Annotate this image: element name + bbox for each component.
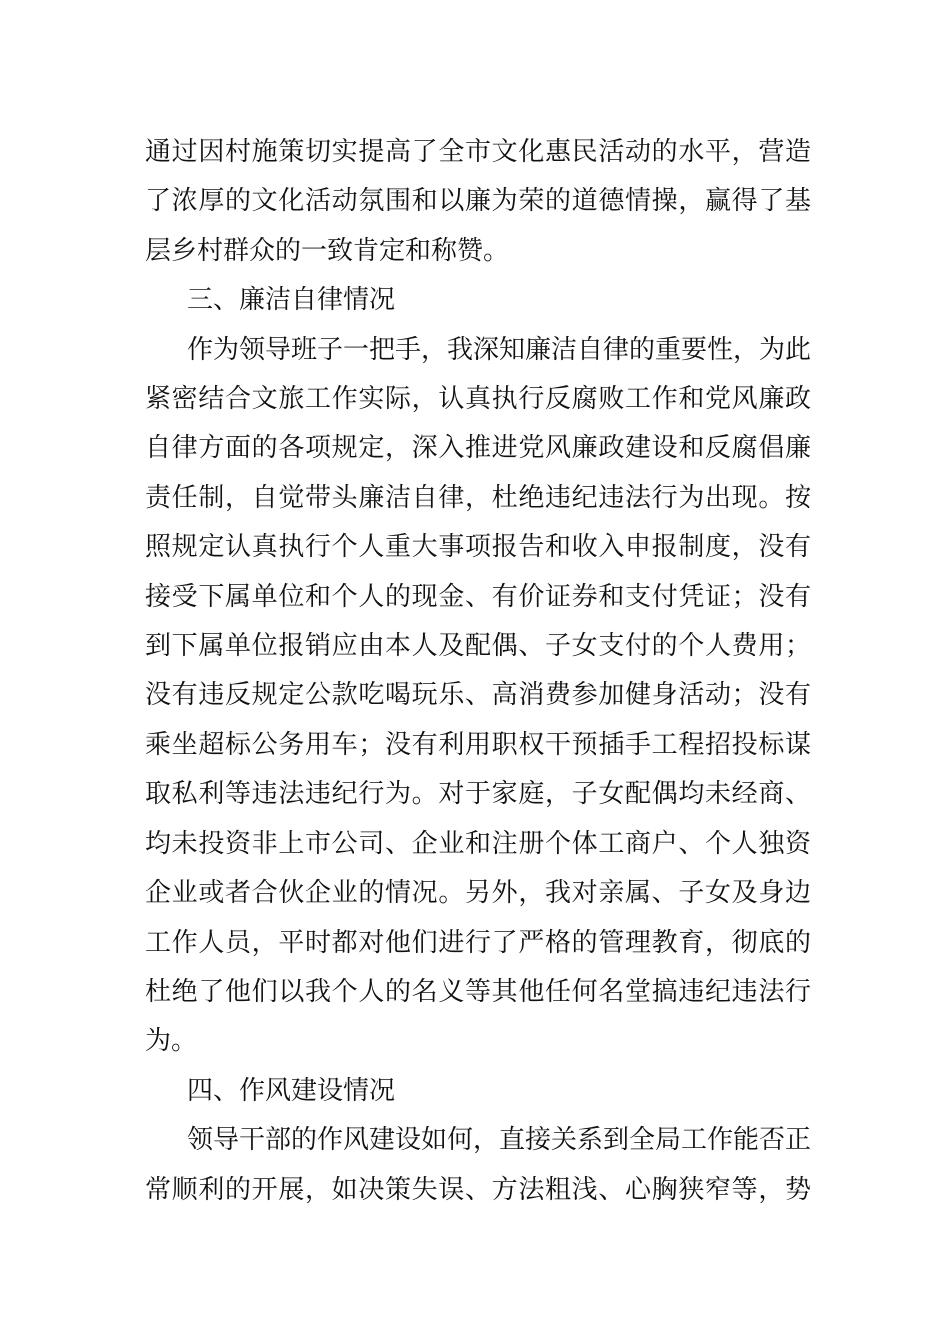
paragraph-line: 接受下属单位和个人的现金、有价证券和支付凭证；没有 xyxy=(145,581,811,612)
paragraph-line: 作为领导班子一把手，我深知廉洁自律的重要性，为此 xyxy=(187,334,812,365)
paragraph-line: 为。 xyxy=(145,1026,198,1057)
paragraph-line: 到下属单位报销应由本人及配偶、子女支付的个人费用； xyxy=(145,631,811,662)
document-page xyxy=(145,128,811,1215)
section-heading-3: 三、廉洁自律情况 xyxy=(187,285,396,316)
paragraph-line: 自律方面的各项规定，深入推进党风廉政建设和反腐倡廉 xyxy=(145,433,811,464)
paragraph-line: 层乡村群众的一致肯定和称赞。 xyxy=(145,235,510,266)
paragraph-line: 责任制，自觉带头廉洁自律，杜绝违纪违法行为出现。按 xyxy=(145,482,811,513)
paragraph-line: 通过因村施策切实提高了全市文化惠民活动的水平，营造 xyxy=(145,137,811,167)
paragraph-line: 企业或者合伙企业的情况。另外，我对亲属、子女及身边 xyxy=(145,878,811,909)
paragraph-line: 乘坐超标公务用车；没有利用职权干预插手工程招投标谋 xyxy=(145,729,811,760)
paragraph-line: 取私利等违法违纪行为。对于家庭，子女配偶均未经商、 xyxy=(145,779,811,810)
paragraph-line: 领导干部的作风建设如何，直接关系到全局工作能否正 xyxy=(187,1125,812,1156)
paragraph-line: 均未投资非上市公司、企业和注册个体工商户、个人独资 xyxy=(145,828,811,859)
paragraph-line: 了浓厚的文化活动氛围和以廉为荣的道德情操，赢得了基 xyxy=(145,186,811,217)
paragraph-line: 紧密结合文旅工作实际，认真执行反腐败工作和党风廉政 xyxy=(145,384,811,415)
paragraph-line: 没有违反规定公款吃喝玩乐、高消费参加健身活动；没有 xyxy=(145,680,811,711)
paragraph-line: 照规定认真执行个人重大事项报告和收入申报制度，没有 xyxy=(145,532,811,563)
paragraph-line: 常顺利的开展，如决策失误、方法粗浅、心胸狭窄等，势 xyxy=(145,1174,811,1205)
paragraph-line: 工作人员，平时都对他们进行了严格的管理教育，彻底的 xyxy=(145,927,811,958)
paragraph-line: 杜绝了他们以我个人的名义等其他任何名堂搞违纪违法行 xyxy=(145,976,811,1007)
section-heading-4: 四、作风建设情况 xyxy=(187,1075,396,1106)
